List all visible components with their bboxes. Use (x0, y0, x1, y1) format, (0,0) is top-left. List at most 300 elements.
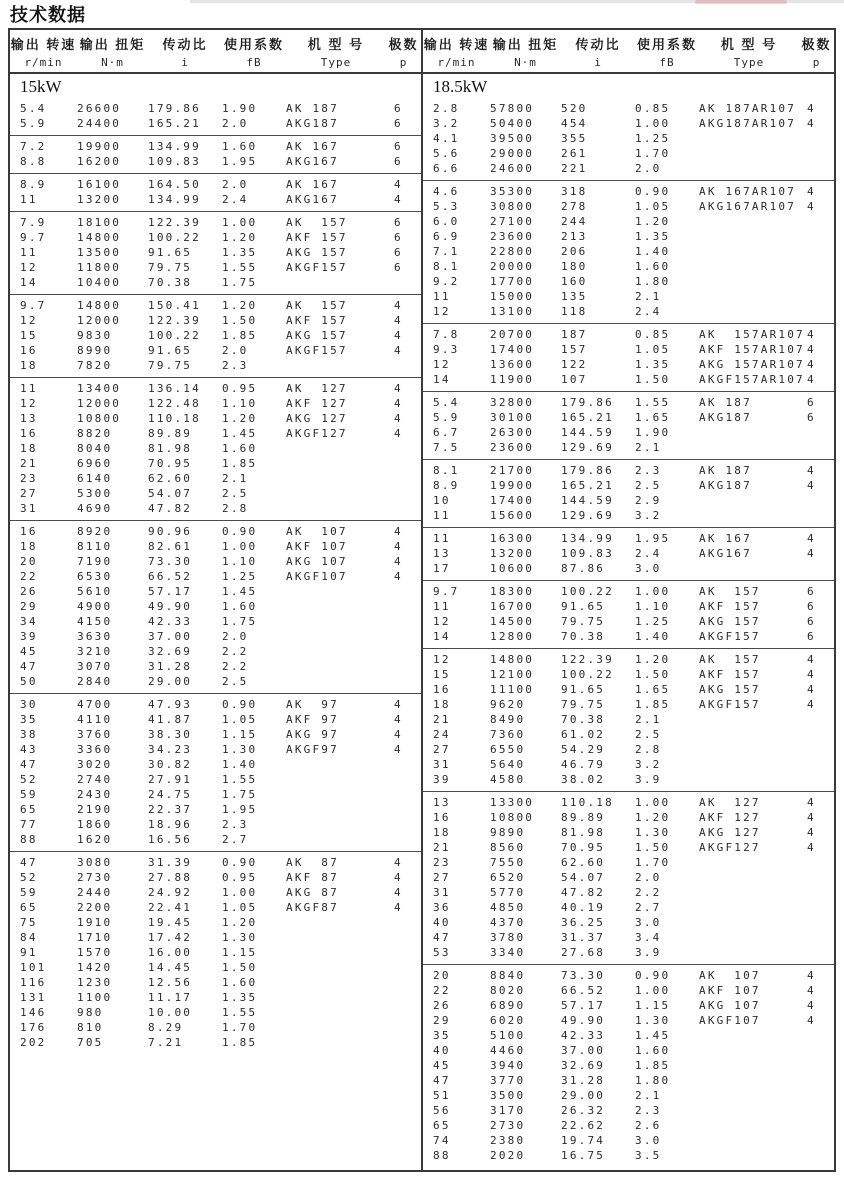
table-row (10, 328, 421, 343)
header-output-torque: 输出 扭矩 (492, 37, 559, 52)
cell-poles: 4 (807, 811, 816, 824)
cell-speed: 6.7 (433, 426, 460, 439)
cell-poles (799, 440, 834, 455)
cell-service-factor: 1.15 (222, 946, 258, 959)
table-row (10, 757, 421, 772)
cell-poles: 4 (807, 200, 816, 213)
row-group (423, 965, 834, 1167)
cell-ratio: 18.96 (148, 818, 193, 831)
cell-service-factor: 1.20 (222, 412, 258, 425)
cell-speed: 131 (20, 991, 47, 1004)
table-row (423, 561, 834, 576)
cell-torque: 19900 (490, 479, 535, 492)
cell-service-factor: 1.20 (635, 215, 671, 228)
cell-speed: 27 (433, 743, 451, 756)
cell-service-factor: 0.95 (222, 871, 258, 884)
cell-ratio: 8.29 (148, 1021, 184, 1034)
cell-speed: 51 (433, 1089, 451, 1102)
cell-service-factor: 2.1 (635, 441, 662, 454)
cell-service-factor: 1.85 (635, 1059, 671, 1072)
table-row (10, 900, 421, 915)
cell-type (286, 1005, 386, 1020)
cell-type (699, 772, 799, 787)
cell-ratio: 70.38 (148, 276, 193, 289)
header-output-torque: 输出 扭矩 (79, 37, 146, 52)
cell-poles (386, 930, 421, 945)
cell-ratio: 150.41 (148, 299, 201, 312)
cell-poles: 6 (807, 396, 816, 409)
cell-type: AKF 87 (286, 871, 339, 884)
cell-poles: 6 (394, 117, 403, 130)
table-row (10, 930, 421, 945)
cell-ratio: 17.42 (148, 931, 193, 944)
cell-speed: 11 (433, 509, 451, 522)
cell-service-factor: 1.70 (635, 856, 671, 869)
cell-torque: 8990 (77, 344, 113, 357)
cell-service-factor: 1.35 (222, 246, 258, 259)
cell-type (699, 214, 799, 229)
cell-ratio: 206 (561, 245, 588, 258)
cell-speed: 8.9 (433, 479, 460, 492)
cell-torque: 8560 (490, 841, 526, 854)
table-row (423, 614, 834, 629)
cell-poles: 4 (394, 856, 403, 869)
cell-speed: 20 (20, 555, 38, 568)
table-row (423, 395, 834, 410)
row-group (423, 649, 834, 792)
cell-poles: 4 (807, 117, 816, 130)
cell-type: AK 157AR107 (699, 328, 805, 341)
cell-torque: 6550 (490, 743, 526, 756)
cell-speed: 65 (20, 803, 38, 816)
cell-service-factor: 2.0 (222, 178, 249, 191)
header-service-factor: 使用系数 (636, 37, 697, 52)
cell-service-factor: 2.5 (635, 479, 662, 492)
cell-ratio: 29.00 (561, 1089, 606, 1102)
cell-ratio: 100.22 (148, 231, 201, 244)
table-row (10, 644, 421, 659)
cell-service-factor: 1.25 (635, 132, 671, 145)
cell-type: AK 187 (699, 396, 752, 409)
cell-type (286, 644, 386, 659)
cell-service-factor: 1.90 (222, 102, 258, 115)
cell-type: AKG 107 (286, 555, 348, 568)
cell-speed: 10 (433, 494, 451, 507)
table-panel-18-5kw (421, 30, 834, 1170)
table-row (423, 259, 834, 274)
cell-service-factor: 1.45 (635, 1029, 671, 1042)
cell-poles (386, 787, 421, 802)
cell-ratio: 54.29 (561, 743, 606, 756)
cell-ratio: 165.21 (148, 117, 201, 130)
cell-poles: 4 (807, 698, 816, 711)
cell-service-factor: 2.0 (222, 630, 249, 643)
row-group (10, 295, 421, 378)
cell-speed: 40 (433, 916, 451, 929)
cell-type: AKGF157AR107 (699, 373, 805, 386)
cell-type (699, 900, 799, 915)
table-row (10, 697, 421, 712)
cell-torque: 6960 (77, 457, 113, 470)
cell-ratio: 110.18 (148, 412, 201, 425)
cell-ratio: 107 (561, 373, 588, 386)
unit-output-speed: r/min (437, 56, 476, 69)
cell-poles: 4 (807, 984, 816, 997)
table-row (423, 440, 834, 455)
row-group (423, 581, 834, 649)
unit-service-factor: fB (246, 56, 262, 69)
cell-service-factor: 2.0 (222, 117, 249, 130)
cell-ratio: 244 (561, 215, 588, 228)
cell-poles: 4 (394, 713, 403, 726)
cell-torque: 8020 (490, 984, 526, 997)
cell-poles: 6 (394, 246, 403, 259)
table-row (423, 885, 834, 900)
cell-torque: 24400 (77, 117, 122, 130)
cell-torque: 6890 (490, 999, 526, 1012)
cell-ratio: 57.17 (148, 585, 193, 598)
cell-ratio: 278 (561, 200, 588, 213)
table-row (423, 840, 834, 855)
cell-torque: 16700 (490, 600, 535, 613)
cell-type: AKF 157 (699, 600, 761, 613)
cell-torque: 8040 (77, 442, 113, 455)
cell-speed: 53 (433, 946, 451, 959)
cell-type (286, 614, 386, 629)
cell-torque: 1230 (77, 976, 113, 989)
table-row (10, 629, 421, 644)
cell-speed: 5.4 (433, 396, 460, 409)
cell-ratio: 27.68 (561, 946, 606, 959)
cell-ratio: 109.83 (148, 155, 201, 168)
table-row (10, 358, 421, 373)
cell-ratio: 10.00 (148, 1006, 193, 1019)
cell-service-factor: 1.50 (222, 314, 258, 327)
cell-ratio: 26.32 (561, 1104, 606, 1117)
cell-poles: 4 (807, 185, 816, 198)
cell-speed: 15 (20, 329, 38, 342)
row-group (423, 528, 834, 581)
table-row (423, 584, 834, 599)
cell-torque: 2730 (77, 871, 113, 884)
cell-ratio: 70.38 (561, 713, 606, 726)
cell-poles: 4 (394, 743, 403, 756)
cell-poles (799, 1148, 834, 1163)
cell-ratio: 91.65 (561, 683, 606, 696)
cell-type: AKF 97 (286, 713, 339, 726)
cell-speed: 7.1 (433, 245, 460, 258)
cell-ratio: 46.79 (561, 758, 606, 771)
table-row (10, 712, 421, 727)
cell-ratio: 122.39 (148, 314, 201, 327)
cell-ratio: 49.90 (561, 1014, 606, 1027)
cell-service-factor: 1.10 (635, 600, 671, 613)
cell-speed: 11 (20, 193, 38, 206)
cell-ratio: 164.50 (148, 178, 201, 191)
cell-torque: 4460 (490, 1044, 526, 1057)
cell-torque: 13200 (77, 193, 122, 206)
cell-service-factor: 2.5 (222, 487, 249, 500)
cell-poles: 4 (807, 464, 816, 477)
cell-type (286, 817, 386, 832)
cell-service-factor: 2.0 (635, 871, 662, 884)
cell-poles (799, 289, 834, 304)
cell-ratio: 454 (561, 117, 588, 130)
cell-service-factor: 0.90 (635, 185, 671, 198)
cell-poles (799, 131, 834, 146)
cell-speed: 11 (433, 532, 451, 545)
cell-speed: 36 (433, 901, 451, 914)
cell-service-factor: 0.90 (222, 856, 258, 869)
cell-service-factor: 1.50 (635, 373, 671, 386)
cell-torque: 21700 (490, 464, 535, 477)
cell-ratio: 16.75 (561, 1149, 606, 1162)
cell-speed: 31 (433, 758, 451, 771)
cell-ratio: 82.61 (148, 540, 193, 553)
cell-type (286, 501, 386, 516)
cell-speed: 5.6 (433, 147, 460, 160)
cell-type: AKGF107 (286, 570, 348, 583)
cell-speed: 22 (433, 984, 451, 997)
cell-service-factor: 1.85 (222, 457, 258, 470)
cell-speed: 101 (20, 961, 47, 974)
cell-poles (386, 358, 421, 373)
cell-poles: 4 (807, 532, 816, 545)
cell-service-factor: 3.0 (635, 562, 662, 575)
cell-ratio: 165.21 (561, 411, 614, 424)
cell-poles: 4 (394, 344, 403, 357)
cell-service-factor: 1.05 (222, 901, 258, 914)
table-row (423, 825, 834, 840)
row-group (10, 521, 421, 694)
cell-ratio: 144.59 (561, 426, 614, 439)
cell-type: AKG 157 (286, 329, 348, 342)
cell-torque: 23600 (490, 441, 535, 454)
table-row (10, 101, 421, 116)
cell-ratio: 109.83 (561, 547, 614, 560)
row-group (423, 392, 834, 460)
cell-ratio: 160 (561, 275, 588, 288)
cell-service-factor: 2.2 (635, 886, 662, 899)
cell-poles: 4 (394, 871, 403, 884)
row-group (10, 212, 421, 295)
cell-ratio: 7.21 (148, 1036, 184, 1049)
cell-speed: 59 (20, 788, 38, 801)
cell-service-factor: 1.85 (222, 1036, 258, 1049)
cell-ratio: 61.02 (561, 728, 606, 741)
cell-service-factor: 1.20 (222, 916, 258, 929)
table-row (10, 772, 421, 787)
cell-poles (799, 870, 834, 885)
cell-service-factor: 2.2 (222, 645, 249, 658)
cell-torque: 1910 (77, 916, 113, 929)
cell-ratio: 19.45 (148, 916, 193, 929)
cell-poles (386, 757, 421, 772)
cell-type (286, 674, 386, 689)
cell-service-factor: 1.05 (635, 343, 671, 356)
cell-speed: 5.9 (20, 117, 47, 130)
cell-ratio: 37.00 (561, 1044, 606, 1057)
cell-poles (799, 259, 834, 274)
cell-speed: 18 (20, 442, 38, 455)
cell-ratio: 179.86 (561, 396, 614, 409)
table-row (10, 975, 421, 990)
table-row (10, 915, 421, 930)
cell-type: AK 127 (699, 796, 761, 809)
table-row (423, 682, 834, 697)
table-row (423, 229, 834, 244)
cell-service-factor: 3.5 (635, 1149, 662, 1162)
cell-ratio: 62.60 (561, 856, 606, 869)
cell-service-factor: 1.80 (635, 275, 671, 288)
cell-ratio: 31.28 (561, 1074, 606, 1087)
cell-speed: 43 (20, 743, 38, 756)
table-row (10, 230, 421, 245)
cell-speed: 16 (20, 344, 38, 357)
cell-type (699, 1088, 799, 1103)
cell-service-factor: 1.05 (222, 713, 258, 726)
cell-type: AKG187 (699, 411, 752, 424)
cell-torque: 57800 (490, 102, 535, 115)
cell-speed: 116 (20, 976, 47, 989)
cell-speed: 18 (433, 698, 451, 711)
cell-torque: 18300 (490, 585, 535, 598)
cell-torque: 810 (77, 1021, 104, 1034)
table-row (423, 1013, 834, 1028)
cell-type: AKG 127 (699, 826, 761, 839)
cell-poles: 6 (394, 216, 403, 229)
table-row (423, 1073, 834, 1088)
cell-speed: 9.3 (433, 343, 460, 356)
row-group (10, 852, 421, 1054)
cell-type (699, 561, 799, 576)
cell-speed: 3.2 (433, 117, 460, 130)
cell-ratio: 187 (561, 328, 588, 341)
cell-torque: 3770 (490, 1074, 526, 1087)
cell-type: AKG 87 (286, 886, 339, 899)
cell-type: AKF 157AR107 (699, 343, 805, 356)
cell-type (286, 584, 386, 599)
cell-service-factor: 1.75 (222, 615, 258, 628)
unit-poles: p (812, 56, 821, 69)
cell-speed: 16 (20, 427, 38, 440)
table-row (423, 199, 834, 214)
cell-ratio: 22.41 (148, 901, 193, 914)
cell-ratio: 41.87 (148, 713, 193, 726)
cell-torque: 3940 (490, 1059, 526, 1072)
cell-torque: 16300 (490, 532, 535, 545)
table-row (423, 184, 834, 199)
cell-poles (386, 486, 421, 501)
cell-torque: 4850 (490, 901, 526, 914)
cell-ratio: 157 (561, 343, 588, 356)
table-row (10, 960, 421, 975)
cell-type: AK 187 (286, 102, 339, 115)
cell-type (286, 802, 386, 817)
cell-type: AK 167 (286, 178, 339, 191)
cell-poles: 6 (807, 615, 816, 628)
cell-type (699, 915, 799, 930)
cell-service-factor: 2.8 (222, 502, 249, 515)
cell-type (699, 855, 799, 870)
cell-service-factor: 1.20 (635, 811, 671, 824)
cell-torque: 13100 (490, 305, 535, 318)
cell-poles (386, 614, 421, 629)
cell-poles: 4 (394, 299, 403, 312)
cell-torque: 3760 (77, 728, 113, 741)
cell-poles: 6 (394, 261, 403, 274)
cell-service-factor: 2.3 (222, 818, 249, 831)
cell-ratio: 520 (561, 102, 588, 115)
cell-type (699, 757, 799, 772)
cell-ratio: 135 (561, 290, 588, 303)
cell-service-factor: 1.40 (635, 630, 671, 643)
table-row (10, 396, 421, 411)
cell-ratio: 47.82 (148, 502, 193, 515)
cell-type: AKG 157 (699, 615, 761, 628)
cell-service-factor: 1.00 (222, 540, 258, 553)
cell-poles: 4 (807, 999, 816, 1012)
table-row (423, 146, 834, 161)
table-row (423, 1028, 834, 1043)
cell-poles (799, 161, 834, 176)
cell-ratio: 22.62 (561, 1119, 606, 1132)
table-row (10, 870, 421, 885)
cell-service-factor: 1.20 (222, 299, 258, 312)
cell-poles (386, 659, 421, 674)
cell-speed: 26 (20, 585, 38, 598)
cell-type: AK 157 (699, 585, 761, 598)
cell-type (699, 885, 799, 900)
cell-type (286, 960, 386, 975)
cell-torque: 27100 (490, 215, 535, 228)
cell-type (699, 289, 799, 304)
cell-ratio: 213 (561, 230, 588, 243)
cell-torque: 16200 (77, 155, 122, 168)
cell-poles (386, 644, 421, 659)
cell-ratio: 70.95 (561, 841, 606, 854)
unit-poles: p (399, 56, 408, 69)
cell-ratio: 24.92 (148, 886, 193, 899)
table-row (10, 524, 421, 539)
cell-speed: 88 (433, 1149, 451, 1162)
technical-data-table (8, 28, 836, 1172)
table-row (423, 870, 834, 885)
cell-ratio: 31.28 (148, 660, 193, 673)
cell-poles: 4 (807, 479, 816, 492)
cell-service-factor: 3.9 (635, 946, 662, 959)
cell-poles (386, 975, 421, 990)
cell-poles: 4 (394, 314, 403, 327)
cell-torque: 19900 (77, 140, 122, 153)
cell-torque: 10400 (77, 276, 122, 289)
cell-torque: 2440 (77, 886, 113, 899)
table-row (10, 674, 421, 689)
cell-service-factor: 0.90 (635, 969, 671, 982)
cell-ratio: 16.00 (148, 946, 193, 959)
cell-torque: 11100 (490, 683, 535, 696)
cell-torque: 1100 (77, 991, 113, 1004)
cell-speed: 29 (20, 600, 38, 613)
table-row (423, 727, 834, 742)
unit-service-factor: fB (659, 56, 675, 69)
cell-type (699, 1118, 799, 1133)
cell-torque: 2020 (490, 1149, 526, 1162)
cell-speed: 12 (433, 653, 451, 666)
cell-torque: 2430 (77, 788, 113, 801)
cell-poles: 6 (807, 600, 816, 613)
cell-poles: 4 (807, 547, 816, 560)
